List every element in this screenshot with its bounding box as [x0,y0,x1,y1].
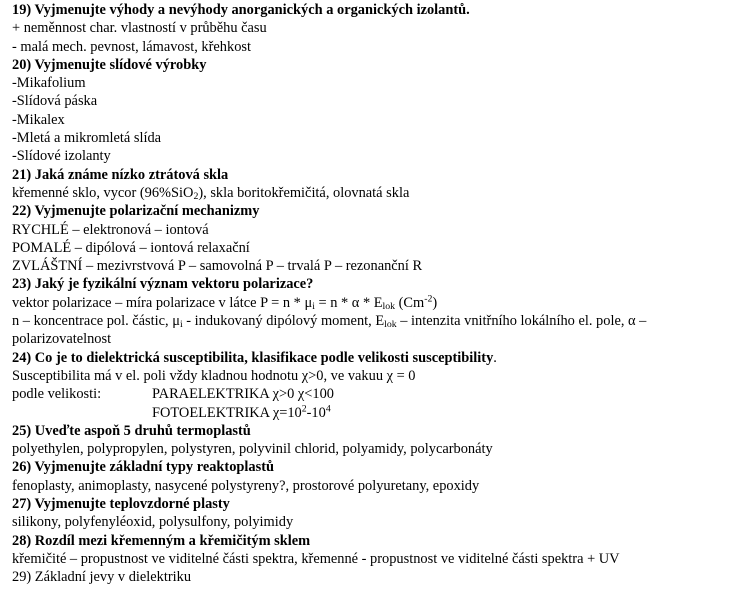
formula-text: (Cm [395,294,425,311]
formula-text: vektor polarizace – míra polarizace v látce P = n * μ [12,294,313,311]
subscript: 2 [193,190,199,202]
answer-28: křemičité – propustnost ve viditelné části spektra, křemenné - propustnost ve viditelné části spektra + UV [12,550,620,567]
answer-20-item: -Slídové izolanty [12,148,111,165]
question-24 [12,349,730,367]
answer-20-item: -Mikalex [12,111,65,128]
answer-25: polyethylen, polypropylen, polystyren, polyvinil chlorid, polyamidy, polycarbonáty [12,441,493,458]
subscript: lok [382,300,396,312]
question-27: 27) Vyjmenujte teplovzdorné plasty [12,496,230,513]
question-20: 20) Vyjmenujte slídové výrobky [12,56,207,73]
answer-21 [12,184,730,202]
answer-21-text-rest: ), skla boritokřemičitá, olovnatá skla [198,184,410,201]
question-24-text: 24) Co je to dielektrická susceptibilita, klasifikace podle velikosti susceptibility [12,349,494,366]
formula-text: = n * α * E [314,294,383,311]
answer-19-disadvantage: - malá mech. pevnost, lámavost, křehkost [12,38,251,55]
question-28: 28) Rozdíl mezi křemenným a křemičitým sklem [12,532,311,549]
answer-19-advantage: + neměnnost char. vlastností v průběhu času [12,20,267,37]
answer-23-legend [12,312,730,330]
answer-23-formula [12,294,730,312]
answer-21-text: křemenné sklo, vycor (96%SiO [12,184,194,201]
question-29: 29) Základní jevy v dielektriku [12,569,192,586]
legend-text: n – koncentrace pol. částic, μ [12,313,180,330]
question-25: 25) Uveďte aspoň 5 druhů termoplastů [12,422,251,439]
classification-ferro-text: -10 [306,404,326,421]
superscript: 2 [301,403,307,415]
answer-24-classification [12,385,730,403]
answer-22-special: ZVLÁŠTNÍ – mezivrstvová P – samovolná P – trvalá P – rezonanční R [12,258,423,275]
superscript: -2 [424,293,433,305]
formula-text: ) [432,294,438,311]
classification-ferro-text: FOTOELEKTRIKA χ=10 [152,404,302,421]
answer-22-slow: POMALÉ – dipólová – iontová relaxační [12,239,250,256]
legend-text: – intenzita vnitřního lokálního el. pole, α – [396,313,647,330]
answer-24-definition: Susceptibilita má v el. poli vždy kladnou hodnotu χ>0, ve vakuu χ = 0 [12,367,416,384]
answer-27: silikony, polyfenyléoxid, polysulfony, polyimidy [12,514,294,531]
question-26: 26) Vyjmenujte základní typy reaktoplastů [12,459,274,476]
question-19: 19) Vyjmenujte výhody a nevýhody anorganických a organických izolantů. [12,2,470,18]
answer-20-item: -Mletá a mikromletá slída [12,130,162,147]
subscript: i [312,300,315,312]
classification-para: PARAELEKTRIKA χ>0 χ<100 [152,386,334,403]
legend-text: - indukovaný dipólový moment, E [182,313,385,330]
question-24-period: . [493,349,497,366]
superscript: 4 [325,403,331,415]
answer-20-item: -Mikafolium [12,75,86,92]
answer-20-item: -Slídová páska [12,93,98,110]
subscript: i [179,319,183,330]
question-23: 23) Jaký je fyzikální význam vektoru polarizace? [12,276,314,293]
classification-label: podle velikosti: [12,386,102,403]
answer-24-classification-ferro [12,404,730,422]
answer-26: fenoplasty, animoplasty, nasycené polystyreny?, prostorové polyuretany, epoxidy [12,477,480,494]
answer-22-fast: RYCHLÉ – elektronová – iontová [12,221,209,238]
subscript: lok [384,319,397,330]
question-22: 22) Vyjmenujte polarizační mechanizmy [12,203,260,220]
answer-23-legend-cont: polarizovatelnost [12,331,112,348]
question-21: 21) Jaká známe nízko ztrátová skla [12,166,229,183]
